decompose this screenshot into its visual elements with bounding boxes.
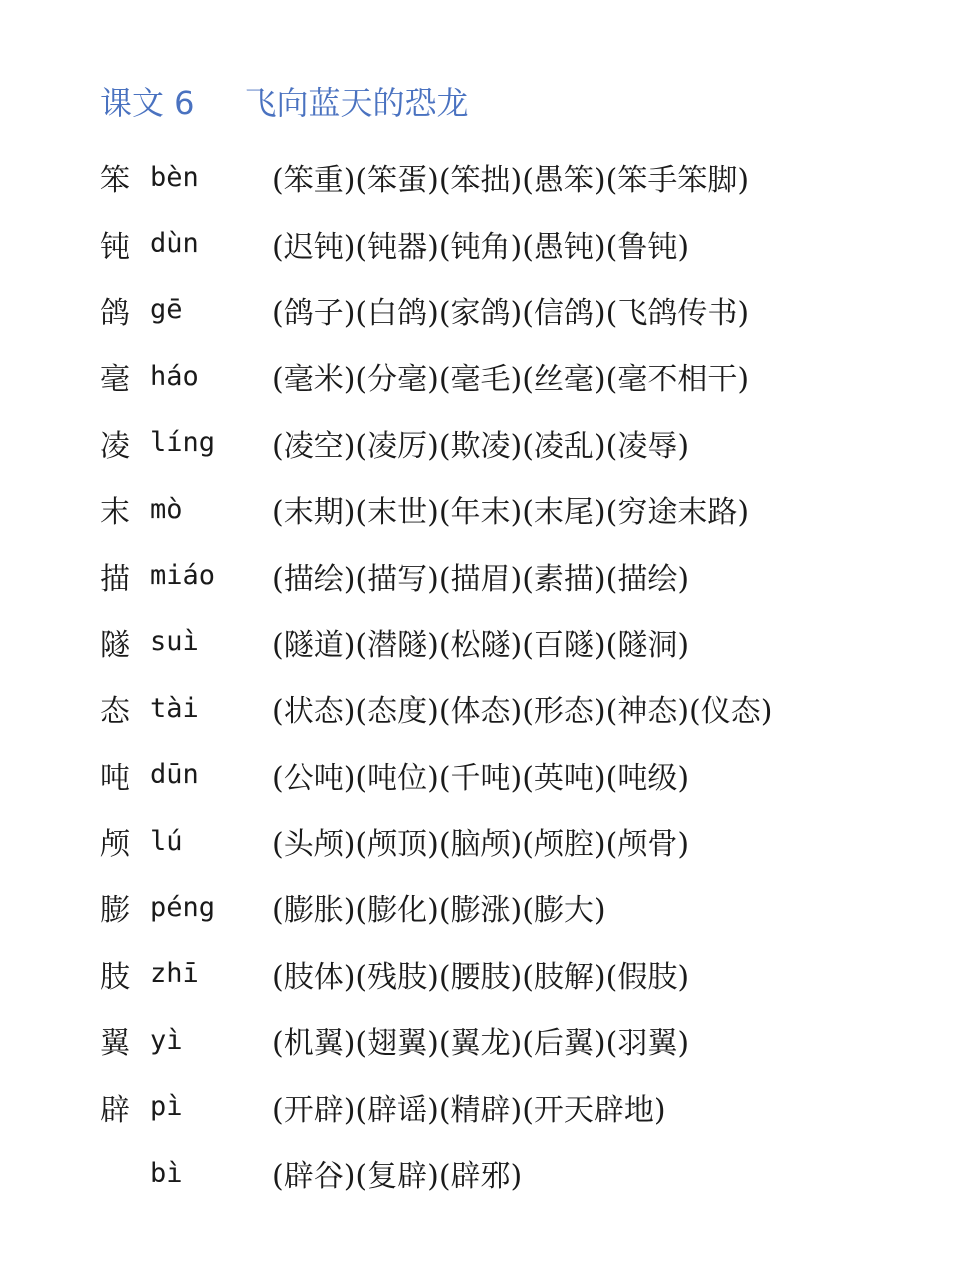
- vocab-row: [100, 808, 772, 874]
- vocab-row: [100, 1140, 772, 1206]
- vocab-row: [100, 210, 772, 276]
- vocab-row: [100, 1007, 772, 1073]
- character: 描: [100, 561, 130, 597]
- word-list: (凌空)(凌厉)(欺凌)(凌乱)(凌辱): [272, 428, 690, 464]
- word-list: (辟谷)(复辟)(辟邪): [272, 1159, 523, 1195]
- character: 膨: [100, 893, 130, 929]
- vocab-row: [100, 1073, 772, 1139]
- character: 毫: [100, 362, 130, 398]
- character: 态: [100, 694, 130, 730]
- character: 吨: [100, 760, 130, 796]
- pinyin: pì: [150, 1091, 183, 1123]
- word-list: (鸽子)(白鸽)(家鸽)(信鸽)(飞鸽传书): [272, 295, 750, 331]
- word-list: (隧道)(潜隧)(松隧)(百隧)(隧洞): [272, 627, 690, 663]
- pinyin: líng: [150, 427, 216, 459]
- word-list: (头颅)(颅顶)(脑颅)(颅腔)(颅骨): [272, 827, 690, 863]
- character: 肢: [100, 959, 130, 995]
- pinyin: zhī: [150, 958, 199, 990]
- pinyin: mò: [150, 493, 183, 525]
- pinyin: suì: [150, 626, 199, 658]
- word-list: (毫米)(分毫)(毫毛)(丝毫)(毫不相干): [272, 362, 750, 398]
- pinyin: gē: [150, 294, 183, 326]
- pinyin: miáo: [150, 560, 216, 592]
- word-list: (开辟)(辟谣)(精辟)(开天辟地): [272, 1092, 666, 1128]
- pinyin: dùn: [150, 228, 199, 260]
- pinyin: dūn: [150, 759, 199, 791]
- word-list: (公吨)(吨位)(千吨)(英吨)(吨级): [272, 760, 690, 796]
- word-list: (机翼)(翅翼)(翼龙)(后翼)(羽翼): [272, 1026, 690, 1062]
- character: 凌: [100, 428, 130, 464]
- pinyin: péng: [150, 891, 216, 923]
- vocab-row: [100, 343, 772, 409]
- vocab-row: [100, 476, 772, 542]
- pinyin: háo: [150, 360, 199, 392]
- word-list: (末期)(末世)(年末)(末尾)(穷途末路): [272, 495, 750, 531]
- pinyin: bì: [150, 1157, 183, 1189]
- lesson-title: [100, 78, 469, 124]
- vocab-row: [100, 609, 772, 675]
- character: 笨: [100, 163, 130, 199]
- vocab-row: [100, 675, 772, 741]
- pinyin: lú: [150, 825, 183, 857]
- word-list: (膨胀)(膨化)(膨涨)(膨大): [272, 893, 606, 929]
- word-list: (肢体)(残肢)(腰肢)(肢解)(假肢): [272, 959, 690, 995]
- character: 末: [100, 495, 130, 531]
- character: 翼: [100, 1026, 130, 1062]
- word-list: (笨重)(笨蛋)(笨拙)(愚笨)(笨手笨脚): [272, 163, 750, 199]
- pinyin: yì: [150, 1024, 183, 1056]
- pinyin: bèn: [150, 161, 199, 193]
- word-list: (描绘)(描写)(描眉)(素描)(描绘): [272, 561, 690, 597]
- vocab-row: [100, 144, 772, 210]
- lesson-name: 飞向蓝天的恐龙: [244, 84, 469, 122]
- character: 隧: [100, 627, 130, 663]
- vocab-row: [100, 542, 772, 608]
- character: 鸽: [100, 295, 130, 331]
- vocab-row: [100, 874, 772, 940]
- word-list: (状态)(态度)(体态)(形态)(神态)(仪态): [272, 694, 773, 730]
- character: 辟: [100, 1092, 130, 1128]
- vocab-row: [100, 742, 772, 808]
- vocab-row: [100, 941, 772, 1007]
- vocab-row: [100, 277, 772, 343]
- word-list: (迟钝)(钝器)(钝角)(愚钝)(鲁钝): [272, 229, 690, 265]
- vocab-row: [100, 410, 772, 476]
- character: 钝: [100, 229, 130, 265]
- pinyin: tài: [150, 692, 199, 724]
- lesson-number: 课文 6: [100, 84, 195, 122]
- vocabulary-list: [100, 144, 772, 1206]
- character: 颅: [100, 827, 130, 863]
